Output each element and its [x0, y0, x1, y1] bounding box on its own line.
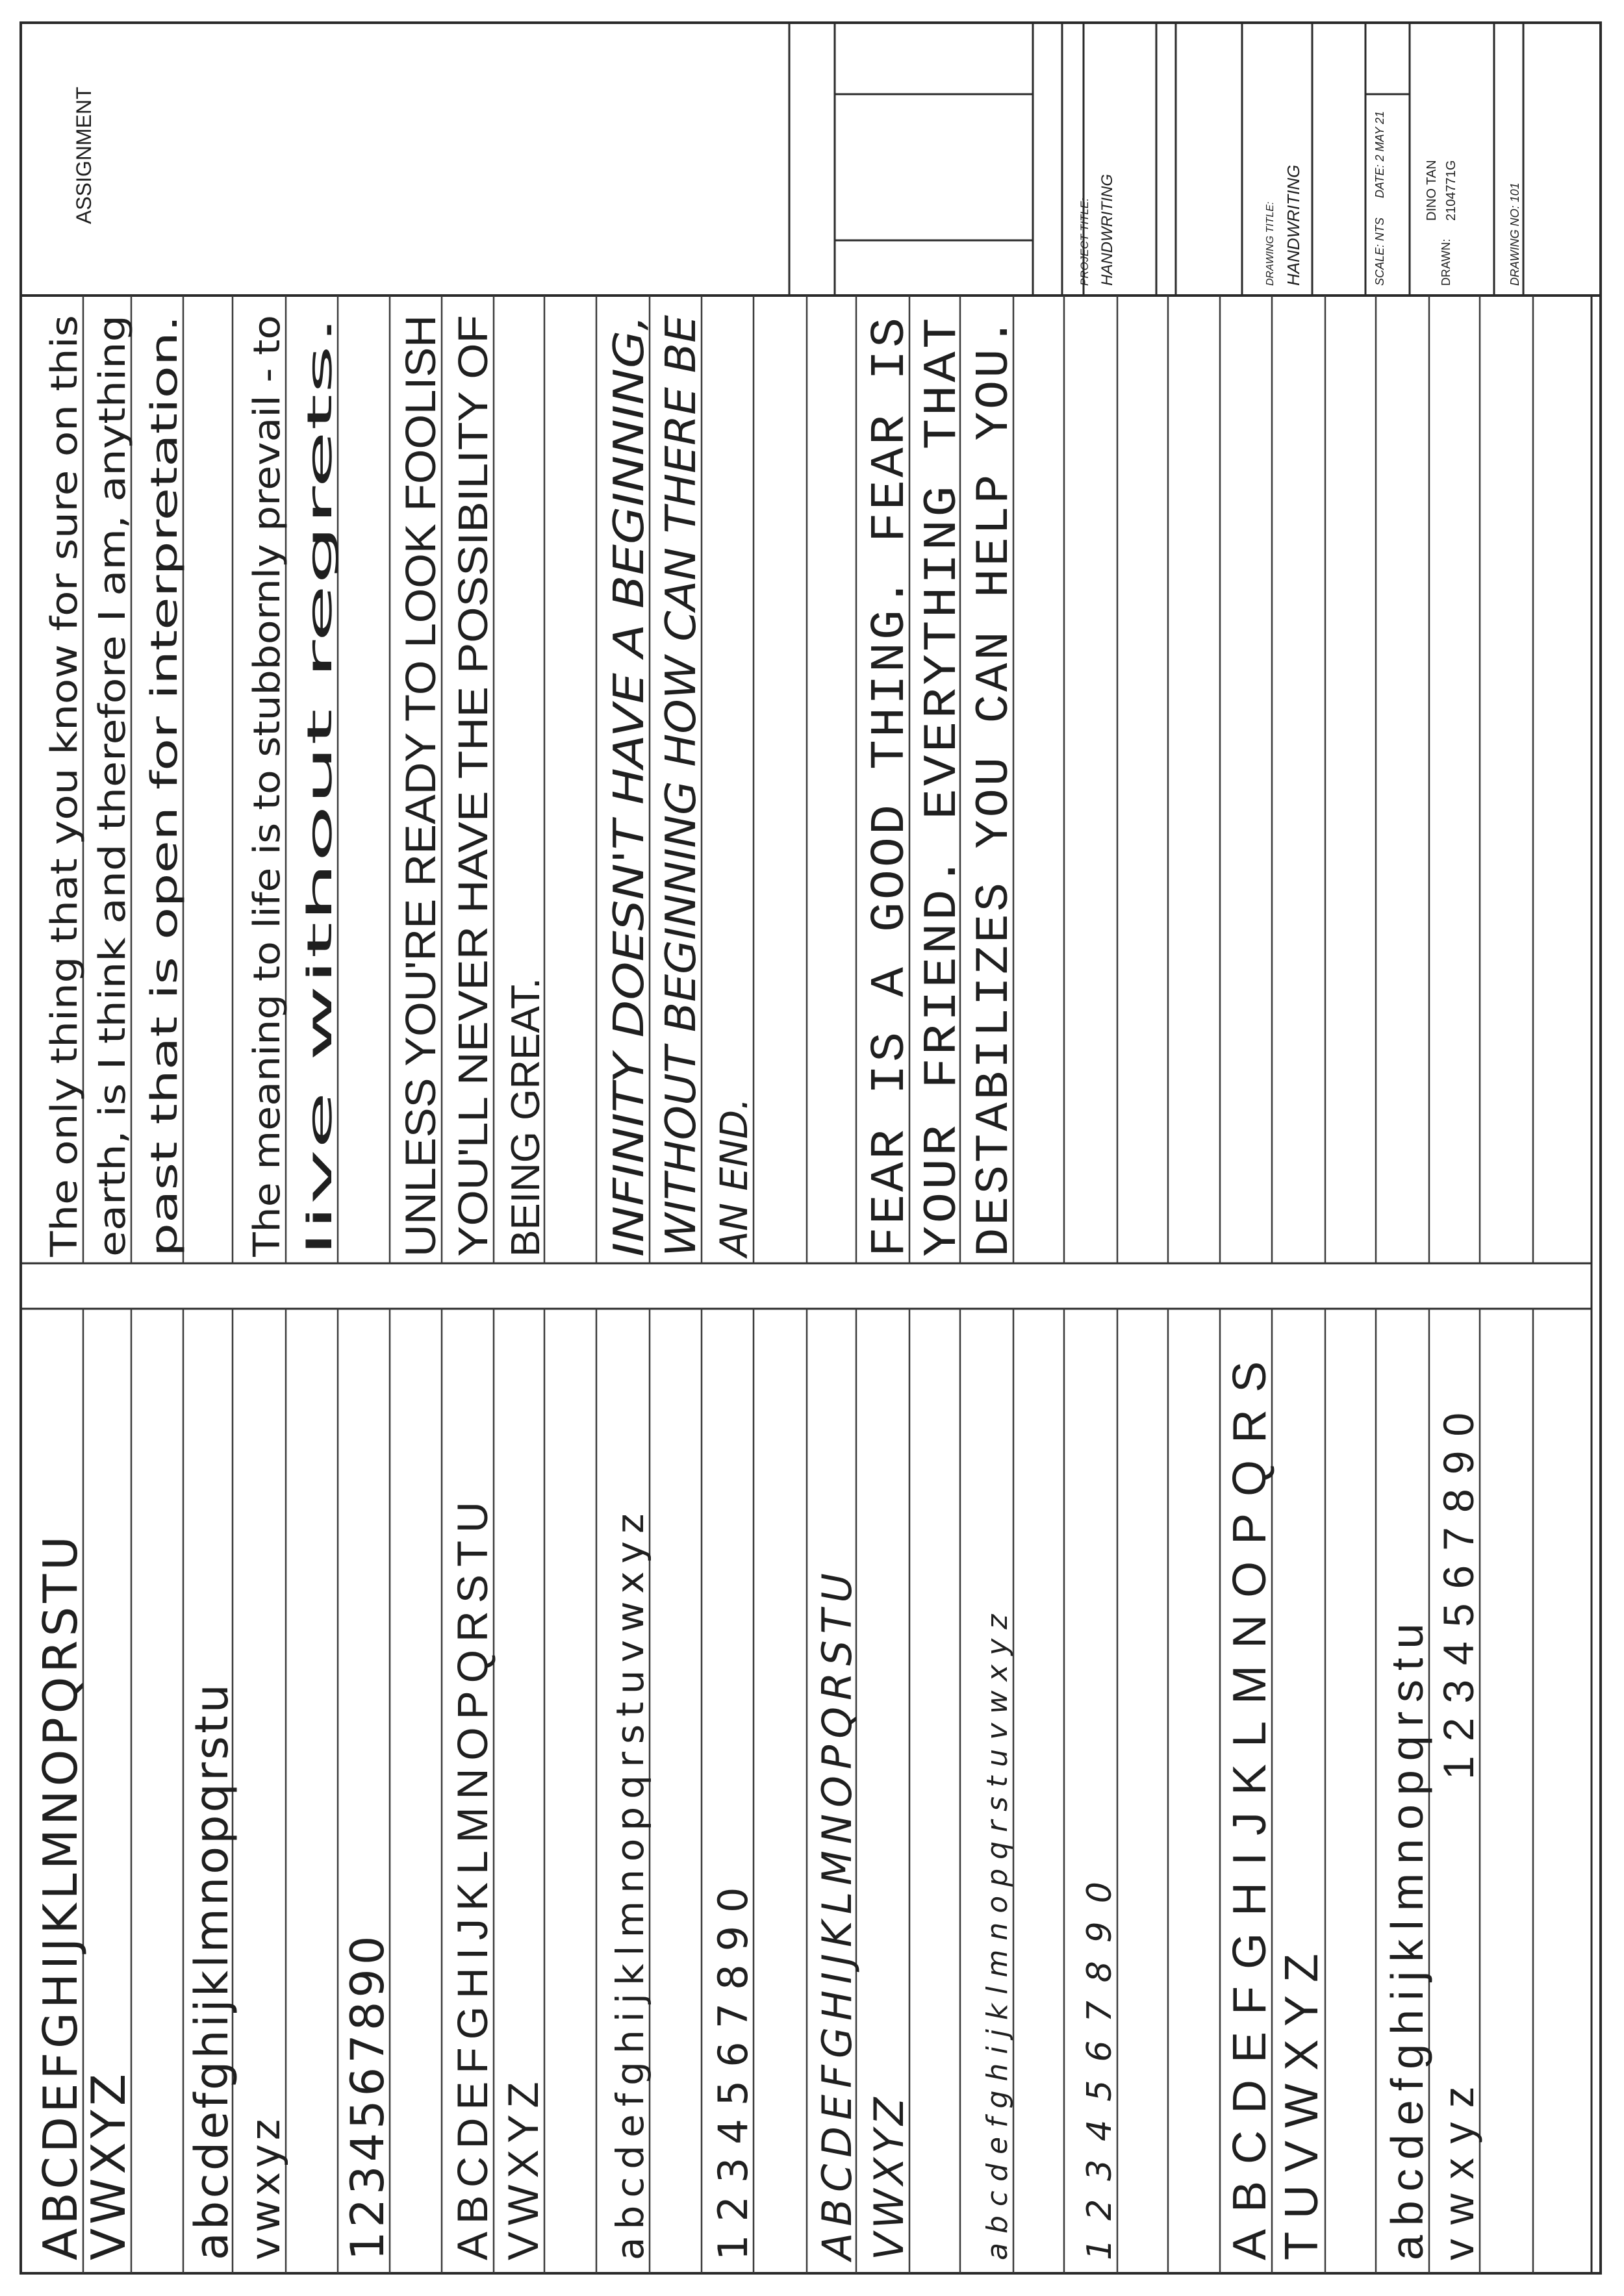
right-line-6: YOU'LL NEVER HAVE THE POSSIBILITY OF — [450, 409, 496, 1257]
drawing-title: HANDWRITING — [1284, 164, 1303, 286]
assignment-label: ASSIGNMENT — [72, 86, 95, 224]
right-line-1: earth, is I think and therefore I am, anything — [92, 448, 134, 1257]
left-line-14: TUVWXYZ — [1276, 1941, 1328, 2260]
date-label: DATE: 2 MAY 21 — [1373, 110, 1386, 198]
left-line-10: VWXYZ — [865, 2093, 913, 2260]
left-line-15: abcdefghijklmnopqrstu — [1382, 1614, 1432, 2260]
right-line-13: DESTABILIZES YOU CAN HELP YOU. — [968, 336, 1021, 1257]
right-line-10: AN END. — [712, 1098, 756, 1257]
project-title-label: PROJECT TITLE: — [1078, 197, 1091, 286]
scale-label: SCALE: NTS — [1373, 217, 1386, 286]
left-line-17: 1234567890 — [1434, 1398, 1482, 1780]
right-line-8: INFINITY DOESN'T HAVE A BEGINNING, — [605, 454, 653, 1257]
left-line-12: 1234567890 — [1080, 1863, 1119, 2260]
left-line-11: abcdefghijklmnopqrstuvwxyz — [981, 1605, 1014, 2260]
drawn-label: DRAWN: — [1440, 238, 1453, 286]
handwriting-text — [33, 86, 1521, 2263]
left-line-9: ABCDEFGHIJKLMNOPQRSTU — [813, 1567, 861, 2260]
left-line-5: ABCDEFGHIJKLMNOPQRSTU — [448, 1494, 496, 2260]
right-line-2: past that is open for interpretation. — [144, 614, 186, 1257]
drawn-id: 2104771G — [1444, 160, 1458, 221]
right-line-11: FEAR IS A GOOD THING. FEAR IS — [863, 345, 918, 1257]
right-line-7: BEING GREAT. — [503, 978, 548, 1257]
right-line-4: live without regrets. — [301, 918, 340, 1257]
title-block — [789, 23, 1523, 296]
drawing-number: DRAWING NO: 101 — [1508, 183, 1521, 286]
drawing-title-label: DRAWING TITLE: — [1265, 201, 1276, 286]
right-line-12: YOUR FRIEND. EVERYTHING THAT — [916, 398, 969, 1257]
left-line-16: vwxyz — [1434, 2072, 1482, 2260]
project-title: HANDWRITING — [1098, 174, 1116, 286]
left-line-8: 1234567890 — [709, 1874, 757, 2260]
right-line-0: The only thing that you know for sure on this — [44, 437, 86, 1257]
drawn-name: DINO TAN — [1425, 160, 1439, 221]
left-line-6: VWXYZ — [499, 2075, 547, 2260]
right-line-3: The meaning to life is to stubbornly prevail - to — [246, 401, 288, 1257]
right-line-9: WITHOUT BEGINNING HOW CAN THERE BE — [657, 368, 705, 1257]
right-line-5: UNLESS YOU'RE READY TO LOOK FOOLISH — [396, 353, 444, 1257]
left-line-1: VWXYZ — [81, 2069, 136, 2260]
left-line-2: abcdefghijklmnopqrstu — [185, 1682, 238, 2260]
left-line-4: 1234567890 — [341, 1932, 394, 2260]
left-line-3: vwxyz — [242, 2115, 289, 2260]
left-line-0: ABCDEFGHIJKLMNOPQRSTU — [33, 1532, 88, 2260]
left-line-7: abcdefghijklmnopqrstuvwxyz — [608, 1506, 652, 2260]
left-line-13: ABCDEFGHIJKLMNOPQRS — [1224, 1344, 1276, 2260]
